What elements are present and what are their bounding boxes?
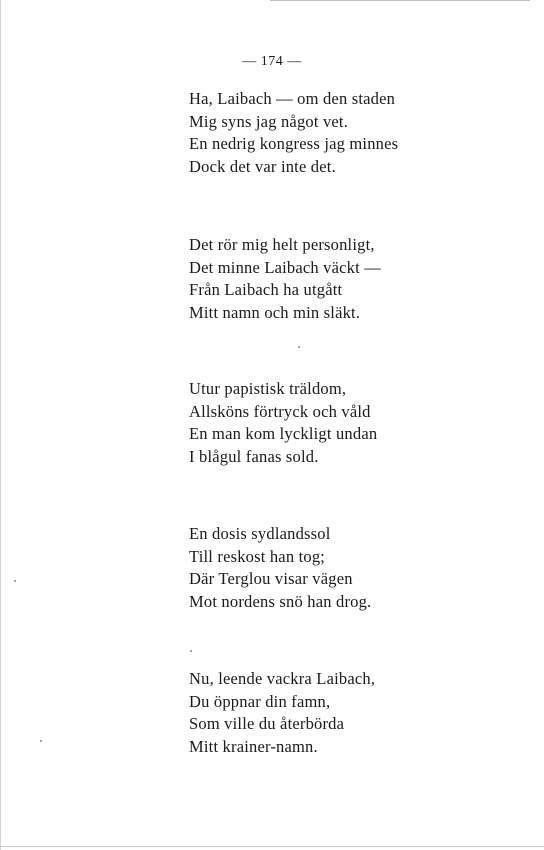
stanza-4: [189, 523, 519, 613]
scan-speck: [14, 580, 16, 582]
stanza-line: Mitt namn och min släkt.: [189, 302, 361, 322]
stanza-line: Som ville du återbörda: [189, 714, 345, 733]
stanza-line: Dock det var inte det.: [189, 156, 336, 176]
stanza-line: En dosis sydlandssol: [189, 524, 331, 543]
scan-bottom-edge: [0, 846, 544, 847]
stanza-line: I blågul fanas sold.: [189, 446, 319, 466]
stanza-line: Det minne Laibach väckt —: [189, 257, 381, 277]
stanza-line: En man kom lyckligt undan: [189, 424, 378, 443]
stanza-line: Mot nordens snö han drog.: [189, 591, 372, 611]
stanza-line: Ha, Laibach — om den staden: [189, 89, 396, 108]
stanza-3: [189, 378, 519, 468]
stanza-2: [189, 234, 519, 324]
stanza-line: Till reskost han tog;: [189, 546, 326, 566]
stanza-line: Där Terglou visar vägen: [189, 569, 353, 588]
stanza-5: [189, 668, 519, 758]
page-number: — 174 —: [242, 54, 302, 69]
stanza-line: Du öppnar din famn,: [189, 691, 331, 711]
stanza-line: Från Laibach ha utgått: [189, 280, 343, 299]
scan-speck: [190, 650, 192, 652]
scan-top-edge: [270, 0, 530, 1]
stanza-1: [189, 88, 519, 178]
stanza-line: En nedrig kongress jag minnes: [189, 134, 399, 153]
stanza-line: Nu, leende vackra Laibach,: [189, 669, 376, 688]
scan-speck: [298, 346, 300, 348]
scan-left-edge: [0, 0, 1, 850]
stanza-line: Allsköns förtryck och våld: [189, 401, 371, 421]
stanza-line: Mitt krainer-namn.: [189, 736, 318, 756]
stanza-line: Utur papistisk träldom,: [189, 379, 347, 398]
stanza-line: Mig syns jag något vet.: [189, 111, 349, 131]
scan-speck: [40, 740, 42, 742]
stanza-line: Det rör mig helt personligt,: [189, 235, 375, 254]
